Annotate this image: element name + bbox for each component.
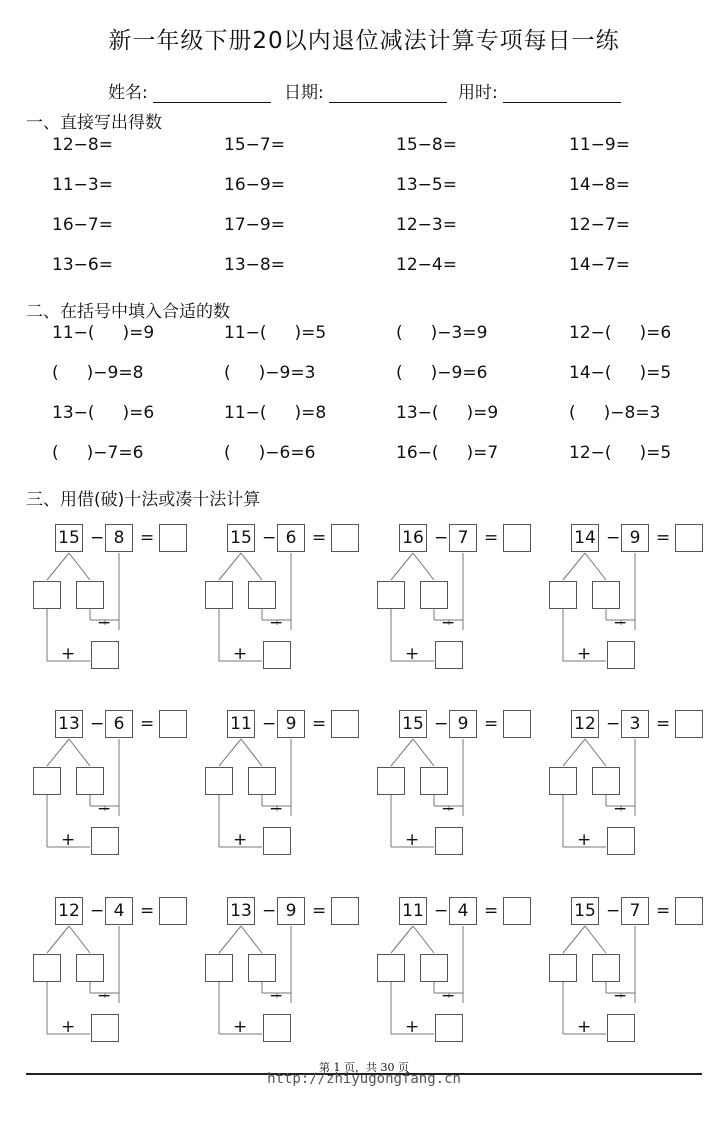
step-minus-sign: − [441, 613, 456, 633]
fill-blank-prefix: 11−( [224, 323, 267, 343]
minuend-box: 13 [227, 897, 255, 925]
equals-sign: = [656, 714, 671, 734]
step-minus-sign: − [441, 799, 456, 819]
decomposition-problem [374, 893, 544, 1053]
step-result-box[interactable] [91, 641, 119, 669]
fill-blank-suffix: )=5 [639, 443, 672, 463]
fill-blank-prefix: 14−( [569, 363, 612, 383]
step-plus-sign: + [233, 644, 248, 664]
minus-sign: − [90, 901, 105, 921]
fill-blank-suffix: )−3=9 [430, 323, 488, 343]
step-result-box[interactable] [91, 1014, 119, 1042]
step-minus-sign: − [441, 986, 456, 1006]
result-box[interactable] [159, 897, 187, 925]
fill-blank-prefix: ( [224, 443, 231, 463]
time-field[interactable] [458, 78, 621, 103]
name-line [153, 84, 271, 103]
equals-sign: = [484, 528, 499, 548]
direct-calc-item: 12−8= [52, 135, 113, 155]
step-result-box[interactable] [435, 827, 463, 855]
subtrahend-box: 6 [105, 710, 133, 738]
subtrahend-box: 9 [621, 524, 649, 552]
split-right-box[interactable] [592, 767, 620, 795]
fill-blank-item [396, 443, 498, 463]
step-minus-sign: − [613, 799, 628, 819]
step-minus-sign: − [613, 986, 628, 1006]
fill-blank-suffix: )=9 [466, 403, 499, 423]
result-box[interactable] [331, 710, 359, 738]
fill-blank-suffix: )−9=8 [86, 363, 144, 383]
equals-sign: = [656, 901, 671, 921]
split-right-box[interactable] [248, 581, 276, 609]
minuend-box: 15 [571, 897, 599, 925]
fill-blank-prefix: 16−( [396, 443, 439, 463]
fill-blank-item [224, 443, 315, 463]
fill-blank-item [569, 323, 671, 343]
step-minus-sign: − [269, 986, 284, 1006]
page-title: 新一年级下册20以内退位减法计算专项每日一练 [108, 28, 620, 54]
minuend-box: 13 [55, 710, 83, 738]
equals-sign: = [312, 528, 327, 548]
equals-sign: = [656, 528, 671, 548]
subtrahend-box: 3 [621, 710, 649, 738]
direct-calc-item: 13−8= [224, 255, 285, 275]
step-result-box[interactable] [435, 641, 463, 669]
result-box[interactable] [503, 897, 531, 925]
result-box[interactable] [159, 524, 187, 552]
fill-blank-item [224, 323, 326, 343]
decomposition-problem [202, 706, 372, 866]
subtrahend-box: 6 [277, 524, 305, 552]
minuend-box: 12 [571, 710, 599, 738]
fill-blank-suffix: )=6 [639, 323, 672, 343]
step-result-box[interactable] [607, 641, 635, 669]
equals-sign: = [140, 901, 155, 921]
fill-blank-suffix: )=9 [122, 323, 155, 343]
split-left-box[interactable] [33, 581, 61, 609]
minus-sign: − [90, 714, 105, 734]
step-plus-sign: + [405, 1017, 420, 1037]
minus-sign: − [606, 714, 621, 734]
date-label: 日期: [284, 83, 324, 103]
date-line [329, 84, 447, 103]
result-box[interactable] [503, 524, 531, 552]
fill-blank-prefix: ( [52, 363, 59, 383]
step-minus-sign: − [613, 613, 628, 633]
step-plus-sign: + [405, 830, 420, 850]
subtrahend-box: 9 [277, 897, 305, 925]
fill-blank-item [52, 323, 154, 343]
step-result-box[interactable] [607, 827, 635, 855]
decomposition-problem [546, 893, 716, 1053]
minus-sign: − [262, 714, 277, 734]
fill-blank-prefix: 12−( [569, 323, 612, 343]
direct-calc-item: 14−8= [569, 175, 630, 195]
split-left-box[interactable] [205, 954, 233, 982]
direct-calc-item: 16−9= [224, 175, 285, 195]
equals-sign: = [140, 528, 155, 548]
direct-calc-item: 12−4= [396, 255, 457, 275]
split-left-box[interactable] [549, 767, 577, 795]
step-plus-sign: + [577, 644, 592, 664]
fill-blank-item [396, 323, 487, 343]
split-right-box[interactable] [76, 767, 104, 795]
result-box[interactable] [331, 897, 359, 925]
minus-sign: − [606, 901, 621, 921]
fill-blank-item [224, 363, 315, 383]
date-field[interactable] [284, 78, 447, 103]
fill-blank-item [52, 363, 143, 383]
split-right-box[interactable] [420, 954, 448, 982]
equals-sign: = [312, 901, 327, 921]
fill-blank-suffix: )=8 [294, 403, 327, 423]
decomposition-problem [202, 520, 372, 680]
fill-blank-suffix: )−9=3 [258, 363, 316, 383]
split-right-box[interactable] [76, 954, 104, 982]
split-right-box[interactable] [420, 581, 448, 609]
name-field[interactable] [108, 78, 271, 103]
step-result-box[interactable] [91, 827, 119, 855]
section3-heading: 三、用借(破)十法或凑十法计算 [26, 490, 261, 510]
result-box[interactable] [675, 524, 703, 552]
footer-url: http://zhiyugongfang.cn [267, 1071, 461, 1087]
section2-heading: 二、在括号中填入合适的数 [26, 302, 230, 322]
result-box[interactable] [675, 897, 703, 925]
step-result-box[interactable] [435, 1014, 463, 1042]
step-result-box[interactable] [263, 827, 291, 855]
fill-blank-suffix: )−7=6 [86, 443, 144, 463]
fill-blank-suffix: )−9=6 [430, 363, 488, 383]
fill-blank-prefix: 11−( [224, 403, 267, 423]
split-left-box[interactable] [549, 954, 577, 982]
direct-calc-item: 13−6= [52, 255, 113, 275]
step-minus-sign: − [269, 799, 284, 819]
decomposition-problem [30, 706, 200, 866]
split-left-box[interactable] [33, 954, 61, 982]
subtrahend-box: 7 [449, 524, 477, 552]
step-plus-sign: + [577, 1017, 592, 1037]
direct-calc-item: 17−9= [224, 215, 285, 235]
direct-calc-item: 14−7= [569, 255, 630, 275]
split-left-box[interactable] [377, 581, 405, 609]
direct-calc-item: 15−7= [224, 135, 285, 155]
fill-blank-suffix: )=5 [639, 363, 672, 383]
step-minus-sign: − [97, 799, 112, 819]
minuend-box: 14 [571, 524, 599, 552]
split-left-box[interactable] [377, 954, 405, 982]
decomposition-problem [546, 706, 716, 866]
fill-blank-item [52, 443, 143, 463]
equals-sign: = [484, 901, 499, 921]
direct-calc-item: 12−7= [569, 215, 630, 235]
fill-blank-prefix: 13−( [396, 403, 439, 423]
fill-blank-suffix: )−8=3 [603, 403, 661, 423]
fill-blank-prefix: 11−( [52, 323, 95, 343]
fill-blank-prefix: 12−( [569, 443, 612, 463]
name-label: 姓名: [108, 83, 148, 103]
step-plus-sign: + [61, 830, 76, 850]
split-right-box[interactable] [76, 581, 104, 609]
fill-blank-suffix: )=7 [466, 443, 499, 463]
split-left-box[interactable] [377, 767, 405, 795]
decomposition-problem [374, 706, 544, 866]
step-result-box[interactable] [263, 641, 291, 669]
split-left-box[interactable] [205, 581, 233, 609]
time-line [503, 84, 621, 103]
fill-blank-suffix: )−6=6 [258, 443, 316, 463]
split-right-box[interactable] [420, 767, 448, 795]
split-right-box[interactable] [592, 954, 620, 982]
fill-blank-suffix: )=6 [122, 403, 155, 423]
section1-heading: 一、直接写出得数 [26, 113, 162, 133]
result-box[interactable] [675, 710, 703, 738]
step-minus-sign: − [97, 613, 112, 633]
direct-calc-item: 13−5= [396, 175, 457, 195]
decomposition-problem [30, 893, 200, 1053]
step-plus-sign: + [61, 1017, 76, 1037]
step-result-box[interactable] [263, 1014, 291, 1042]
fill-blank-item [569, 363, 671, 383]
fill-blank-prefix: ( [396, 363, 403, 383]
fill-blank-item [569, 443, 671, 463]
decomposition-problem [30, 520, 200, 680]
step-plus-sign: + [577, 830, 592, 850]
fill-blank-prefix: ( [224, 363, 231, 383]
subtrahend-box: 7 [621, 897, 649, 925]
minus-sign: − [90, 528, 105, 548]
result-box[interactable] [159, 710, 187, 738]
result-box[interactable] [503, 710, 531, 738]
subtrahend-box: 4 [105, 897, 133, 925]
step-plus-sign: + [405, 644, 420, 664]
split-left-box[interactable] [549, 581, 577, 609]
split-left-box[interactable] [33, 767, 61, 795]
minuend-box: 15 [227, 524, 255, 552]
decomposition-problem [374, 520, 544, 680]
direct-calc-item: 12−3= [396, 215, 457, 235]
step-plus-sign: + [233, 830, 248, 850]
fill-blank-item [396, 363, 487, 383]
decomposition-problem [546, 520, 716, 680]
page-number: 第 1 页，共 30 页 [319, 1061, 409, 1074]
minus-sign: − [262, 528, 277, 548]
result-box[interactable] [331, 524, 359, 552]
split-right-box[interactable] [592, 581, 620, 609]
split-left-box[interactable] [205, 767, 233, 795]
minus-sign: − [434, 714, 449, 734]
split-right-box[interactable] [248, 767, 276, 795]
subtrahend-box: 9 [277, 710, 305, 738]
fill-blank-prefix: 13−( [52, 403, 95, 423]
step-plus-sign: + [233, 1017, 248, 1037]
minuend-box: 12 [55, 897, 83, 925]
minus-sign: − [434, 528, 449, 548]
split-right-box[interactable] [248, 954, 276, 982]
step-result-box[interactable] [607, 1014, 635, 1042]
minuend-box: 11 [227, 710, 255, 738]
fill-blank-suffix: )=5 [294, 323, 327, 343]
minus-sign: − [262, 901, 277, 921]
step-plus-sign: + [61, 644, 76, 664]
minus-sign: − [434, 901, 449, 921]
equals-sign: = [312, 714, 327, 734]
direct-calc-item: 11−3= [52, 175, 113, 195]
subtrahend-box: 9 [449, 710, 477, 738]
direct-calc-item: 16−7= [52, 215, 113, 235]
minuend-box: 15 [399, 710, 427, 738]
subtrahend-box: 4 [449, 897, 477, 925]
fill-blank-item [52, 403, 154, 423]
step-minus-sign: − [97, 986, 112, 1006]
minuend-box: 16 [399, 524, 427, 552]
equals-sign: = [140, 714, 155, 734]
subtrahend-box: 8 [105, 524, 133, 552]
minuend-box: 15 [55, 524, 83, 552]
fill-blank-prefix: ( [52, 443, 59, 463]
decomposition-problem [202, 893, 372, 1053]
fill-blank-prefix: ( [396, 323, 403, 343]
fill-blank-item [224, 403, 326, 423]
fill-blank-item [569, 403, 660, 423]
step-minus-sign: − [269, 613, 284, 633]
minuend-box: 11 [399, 897, 427, 925]
equals-sign: = [484, 714, 499, 734]
minus-sign: − [606, 528, 621, 548]
time-label: 用时: [458, 83, 498, 103]
direct-calc-item: 11−9= [569, 135, 630, 155]
fill-blank-prefix: ( [569, 403, 576, 423]
fill-blank-item [396, 403, 498, 423]
direct-calc-item: 15−8= [396, 135, 457, 155]
